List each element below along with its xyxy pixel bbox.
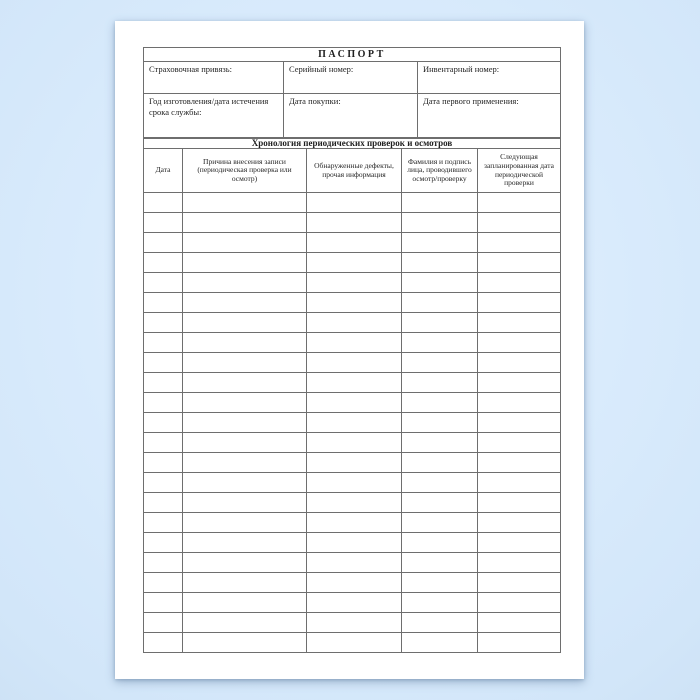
empty-cell	[402, 593, 478, 613]
empty-cell	[307, 333, 402, 353]
empty-cell	[478, 613, 561, 633]
empty-cell	[307, 573, 402, 593]
empty-cell	[144, 633, 183, 653]
empty-cell	[144, 313, 183, 333]
empty-cell	[144, 333, 183, 353]
empty-cell	[402, 633, 478, 653]
empty-cell	[478, 273, 561, 293]
empty-cell	[144, 273, 183, 293]
empty-cell	[402, 233, 478, 253]
empty-cell	[307, 293, 402, 313]
empty-cell	[183, 193, 307, 213]
empty-cell	[144, 473, 183, 493]
empty-cell	[478, 213, 561, 233]
empty-cell	[307, 633, 402, 653]
empty-cell	[307, 493, 402, 513]
empty-cell	[144, 213, 183, 233]
inspection-empty-row	[144, 433, 561, 453]
inspection-history-title: Хронология периодических проверок и осмотров	[144, 138, 561, 149]
empty-cell	[307, 553, 402, 573]
inspection-empty-row	[144, 373, 561, 393]
empty-cell	[402, 373, 478, 393]
empty-cell	[402, 353, 478, 373]
empty-cell	[478, 373, 561, 393]
empty-cell	[183, 613, 307, 633]
empty-cell	[307, 353, 402, 373]
inspection-empty-row	[144, 253, 561, 273]
empty-cell	[307, 313, 402, 333]
field-manufacture-expiry-label: Год изготовления/дата истечения срока службы:	[144, 94, 284, 139]
empty-cell	[402, 613, 478, 633]
column-header-date: Дата	[144, 149, 183, 193]
passport-row-1	[144, 62, 561, 94]
empty-cell	[478, 333, 561, 353]
empty-cell	[402, 533, 478, 553]
inspection-history-table	[143, 137, 561, 653]
empty-cell	[307, 273, 402, 293]
empty-cell	[478, 433, 561, 453]
empty-cell	[478, 493, 561, 513]
empty-cell	[478, 253, 561, 273]
document-page	[115, 21, 584, 679]
empty-cell	[183, 313, 307, 333]
empty-cell	[183, 533, 307, 553]
empty-cell	[478, 293, 561, 313]
empty-cell	[183, 373, 307, 393]
empty-cell	[402, 433, 478, 453]
empty-cell	[402, 193, 478, 213]
empty-cell	[144, 453, 183, 473]
field-serial-number-label: Серийный номер:	[284, 62, 418, 94]
empty-cell	[183, 493, 307, 513]
empty-cell	[307, 233, 402, 253]
empty-cell	[307, 473, 402, 493]
field-safety-harness-label: Страховочная привязь:	[144, 62, 284, 94]
empty-cell	[402, 573, 478, 593]
empty-cell	[478, 233, 561, 253]
empty-cell	[307, 593, 402, 613]
empty-cell	[144, 413, 183, 433]
field-purchase-date-label: Дата покупки:	[284, 94, 418, 139]
empty-cell	[183, 473, 307, 493]
empty-cell	[307, 613, 402, 633]
passport-row-2	[144, 94, 561, 139]
inspection-empty-row	[144, 353, 561, 373]
empty-cell	[402, 413, 478, 433]
inspection-empty-row	[144, 333, 561, 353]
empty-cell	[307, 253, 402, 273]
empty-cell	[402, 213, 478, 233]
empty-cell	[402, 333, 478, 353]
empty-cell	[144, 193, 183, 213]
empty-cell	[183, 573, 307, 593]
passport-title: ПАСПОРТ	[144, 48, 561, 62]
empty-cell	[307, 393, 402, 413]
inspection-empty-row	[144, 213, 561, 233]
inspection-empty-row	[144, 553, 561, 573]
field-first-use-date-label: Дата первого применения:	[418, 94, 561, 139]
empty-cell	[402, 273, 478, 293]
empty-cell	[183, 273, 307, 293]
inspection-empty-row	[144, 453, 561, 473]
empty-cell	[478, 413, 561, 433]
empty-cell	[144, 353, 183, 373]
inspection-empty-row	[144, 273, 561, 293]
empty-cell	[307, 373, 402, 393]
empty-cell	[478, 593, 561, 613]
inspection-empty-row	[144, 533, 561, 553]
empty-cell	[144, 373, 183, 393]
empty-cell	[478, 393, 561, 413]
empty-cell	[144, 433, 183, 453]
empty-cell	[183, 253, 307, 273]
empty-cell	[478, 453, 561, 473]
inspection-empty-row	[144, 313, 561, 333]
empty-cell	[478, 553, 561, 573]
inspection-title-row	[144, 138, 561, 149]
empty-cell	[183, 593, 307, 613]
empty-cell	[478, 473, 561, 493]
empty-cell	[478, 573, 561, 593]
inspection-empty-row	[144, 593, 561, 613]
empty-cell	[183, 433, 307, 453]
inspection-empty-rows	[144, 193, 561, 653]
empty-cell	[402, 293, 478, 313]
inspection-empty-row	[144, 393, 561, 413]
empty-cell	[183, 513, 307, 533]
empty-cell	[307, 433, 402, 453]
empty-cell	[307, 513, 402, 533]
empty-cell	[307, 413, 402, 433]
empty-cell	[144, 533, 183, 553]
empty-cell	[478, 193, 561, 213]
empty-cell	[402, 493, 478, 513]
inspection-empty-row	[144, 573, 561, 593]
empty-cell	[183, 353, 307, 373]
column-header-next-inspection-date: Следующая запланированная дата периодической проверки	[478, 149, 561, 193]
inspection-empty-row	[144, 493, 561, 513]
empty-cell	[402, 453, 478, 473]
empty-cell	[144, 493, 183, 513]
empty-cell	[402, 313, 478, 333]
empty-cell	[402, 473, 478, 493]
empty-cell	[478, 633, 561, 653]
empty-cell	[402, 253, 478, 273]
empty-cell	[183, 233, 307, 253]
empty-cell	[307, 453, 402, 473]
column-header-defects-info: Обнаруженные дефекты, прочая информация	[307, 149, 402, 193]
empty-cell	[183, 453, 307, 473]
field-inventory-number-label: Инвентарный номер:	[418, 62, 561, 94]
empty-cell	[478, 353, 561, 373]
inspection-empty-row	[144, 293, 561, 313]
inspection-empty-row	[144, 633, 561, 653]
empty-cell	[144, 553, 183, 573]
empty-cell	[478, 533, 561, 553]
column-header-record-reason: Причина внесения записи (периодическая проверка или осмотр)	[183, 149, 307, 193]
empty-cell	[402, 513, 478, 533]
empty-cell	[144, 253, 183, 273]
empty-cell	[144, 513, 183, 533]
inspection-header-row	[144, 149, 561, 193]
empty-cell	[307, 193, 402, 213]
inspection-empty-row	[144, 233, 561, 253]
empty-cell	[144, 613, 183, 633]
empty-cell	[144, 293, 183, 313]
empty-cell	[144, 393, 183, 413]
empty-cell	[183, 213, 307, 233]
empty-cell	[307, 533, 402, 553]
empty-cell	[402, 553, 478, 573]
empty-cell	[144, 233, 183, 253]
inspection-empty-row	[144, 193, 561, 213]
column-header-inspector-signature: Фамилия и подпись лица, проводившего осмотр/проверку	[402, 149, 478, 193]
empty-cell	[478, 513, 561, 533]
passport-table	[143, 47, 561, 139]
empty-cell	[402, 393, 478, 413]
empty-cell	[478, 313, 561, 333]
empty-cell	[183, 293, 307, 313]
empty-cell	[183, 393, 307, 413]
inspection-empty-row	[144, 613, 561, 633]
empty-cell	[183, 633, 307, 653]
inspection-empty-row	[144, 413, 561, 433]
empty-cell	[144, 593, 183, 613]
empty-cell	[144, 573, 183, 593]
empty-cell	[183, 553, 307, 573]
empty-cell	[307, 213, 402, 233]
empty-cell	[183, 333, 307, 353]
passport-title-row	[144, 48, 561, 62]
empty-cell	[183, 413, 307, 433]
inspection-empty-row	[144, 513, 561, 533]
inspection-empty-row	[144, 473, 561, 493]
